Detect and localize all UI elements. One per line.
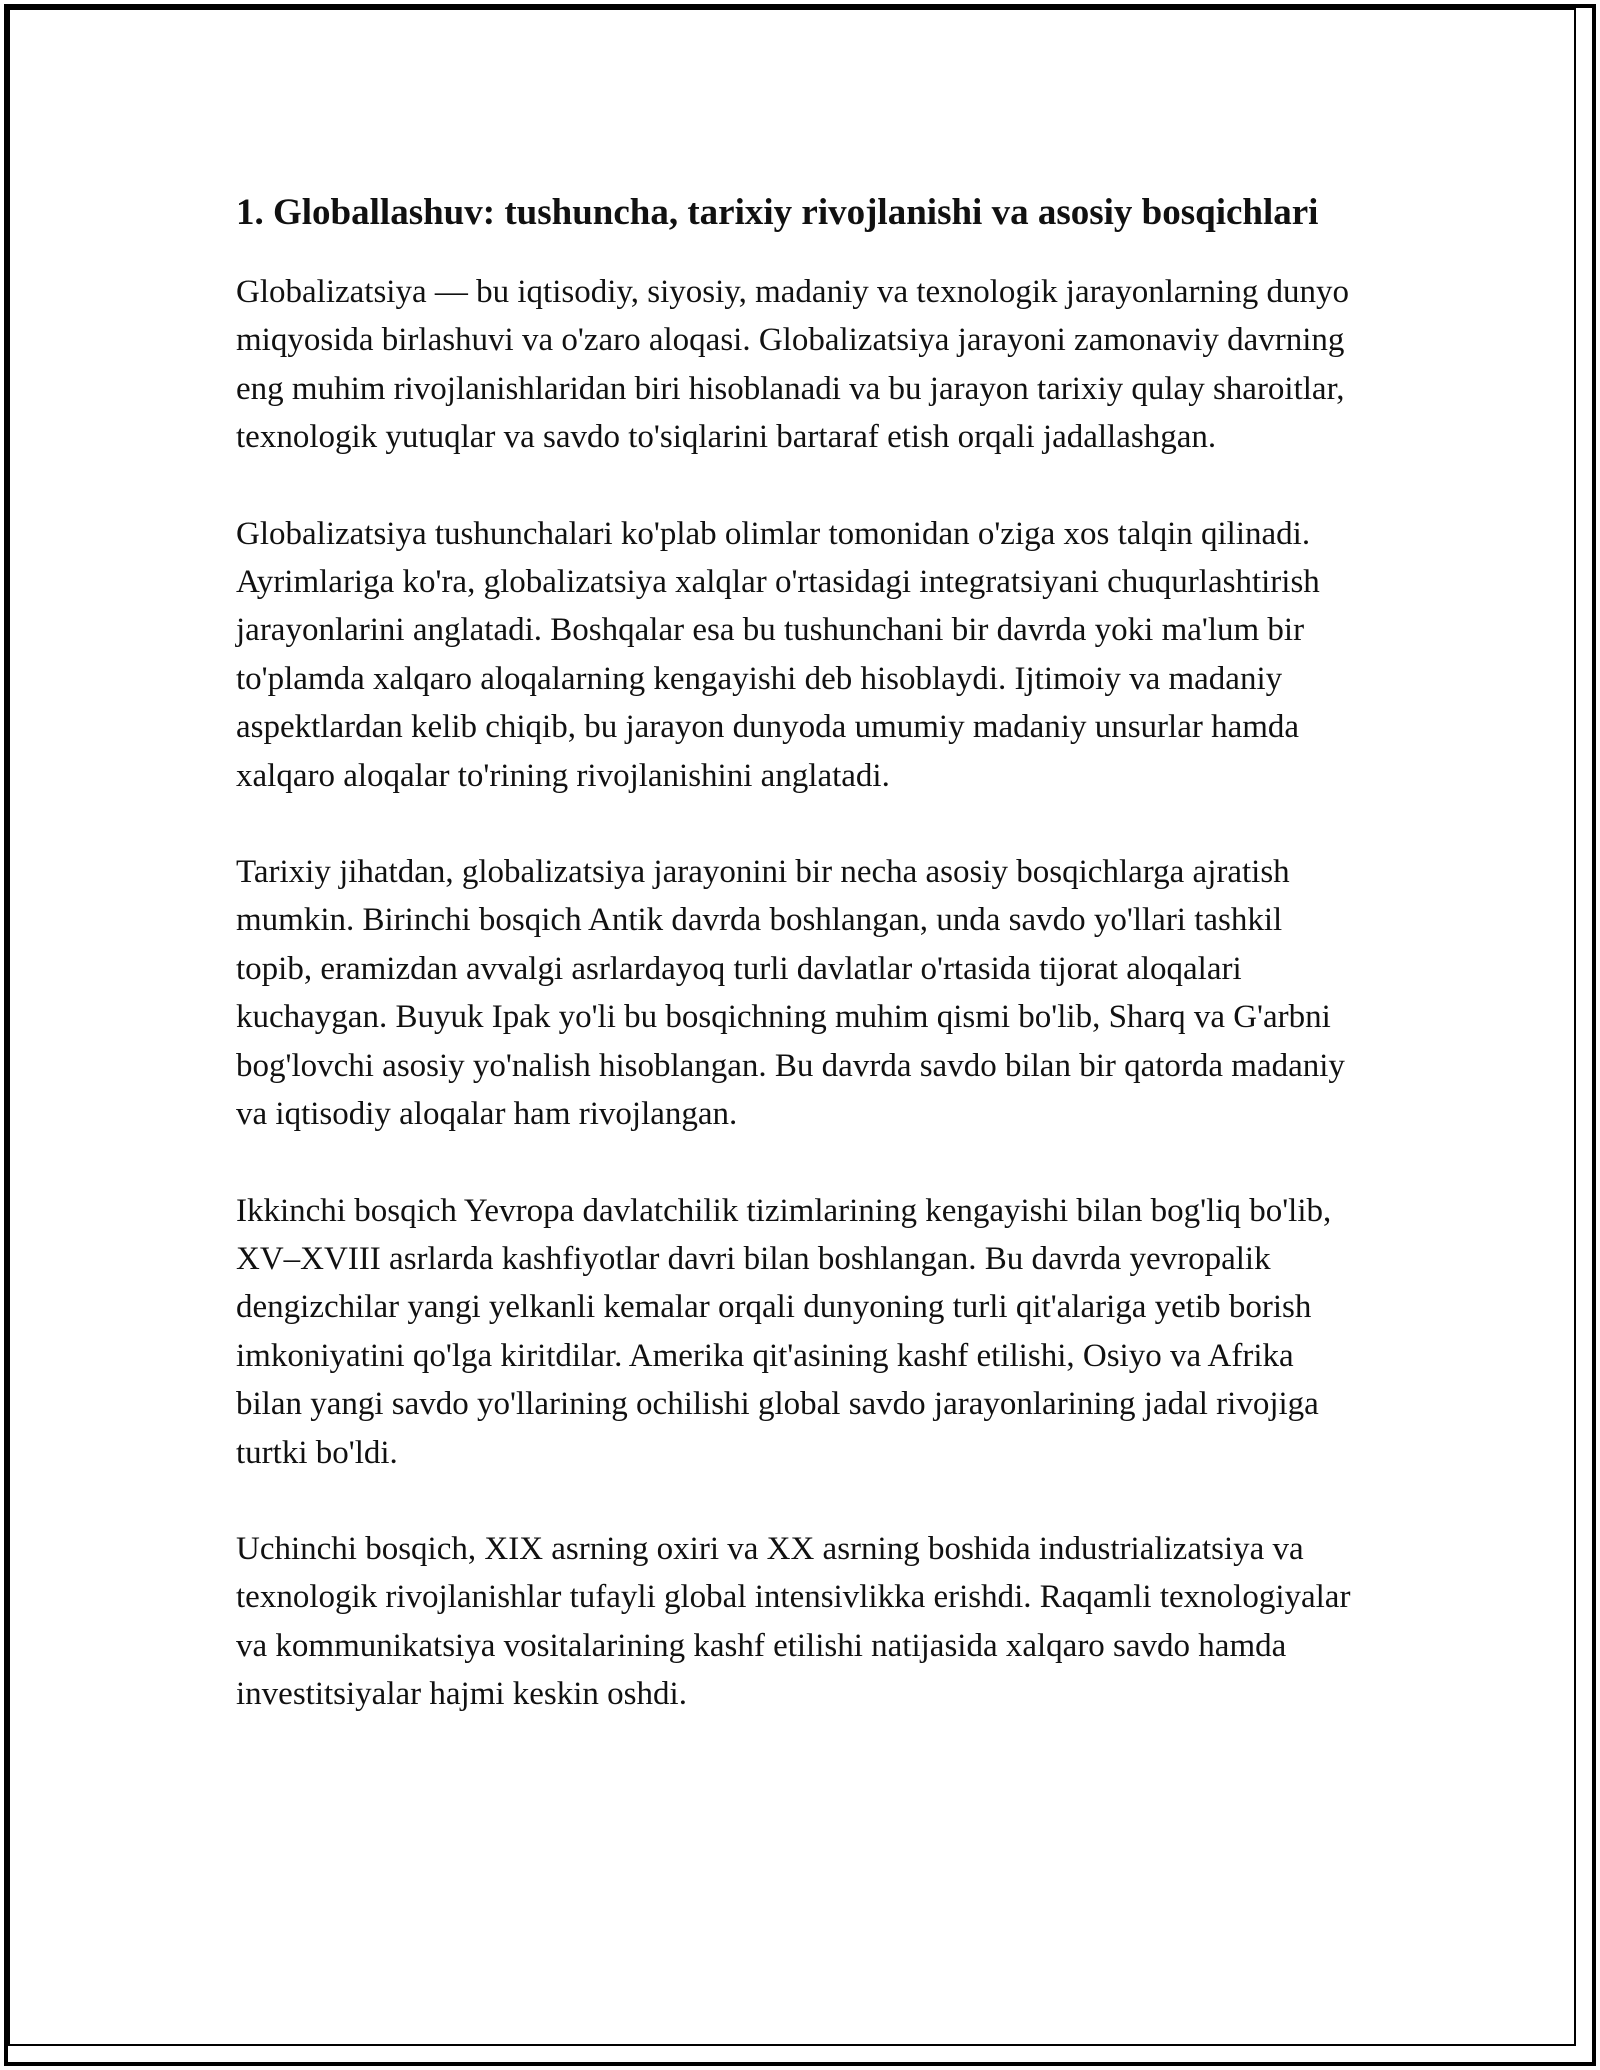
paragraph-definition: Globalizatsiya — bu iqtisodiy, siyosiy, madaniy va texnologik jarayonlarning dunyo miqyosida birlashuvi va o'zaro aloqasi. Globalizatsiya jarayoni zamonaviy davrning eng muhim rivojlanishlaridan biri hisoblanadi va bu jarayon tarixiy qulay sharoitlar, texnologik yutuqlar va savdo to'siqlarini bartaraf etish orqali jadallashgan. <box>236 274 1349 456</box>
paragraph-first-stage: Tarixiy jihatdan, globalizatsiya jarayonini bir necha asosiy bosqichlarga ajratish mumkin. Birinchi bosqich Antik davrda boshlangan, unda savdo yo'llari tashkil topib, eramizdan avvalgi asrlardayoq turli davlatlar o'rtasida tijorat aloqalari kuchaygan. Buyuk Ipak yo'li bu bosqichning muhim qismi bo'lib, Sharq va G'arbni bog'lovchi asosiy yo'nalish hisoblangan. Bu davrda savdo bilan bir qatorda madaniy va iqtisodiy aloqalar ham rivojlangan. <box>236 854 1345 1133</box>
document-body <box>236 186 1366 1767</box>
paragraph-interpretations: Globalizatsiya tushunchalari ko'plab olimlar tomonidan o'ziga xos talqin qilinadi. Ayrimlariga ko'ra, globalizatsiya xalqlar o'rtasidagi integratsiyani chuqurlashtirish jarayonlarini anglatadi. Boshqalar esa bu tushunchani bir davrda yoki ma'lum bir to'plamda xalqaro aloqalarning kengayishi deb hisoblaydi. Ijtimoiy va madaniy aspektlardan kelib chiqib, bu jarayon dunyoda umumiy madaniy unsurlar hamda xalqaro aloqalar to'rining rivojlanishini anglatadi. <box>236 515 1320 794</box>
paragraph-third-stage: Uchinchi bosqich, XIX asrning oxiri va XX asrning boshida industrializatsiya va texnologik rivojlanishlar tufayli global intensivlikka erishdi. Raqamli texnologiyalar va kommunikatsiya vositalarining kashf etilishi natijasida xalqaro savdo hamda investitsiyalar hajmi keskin oshdi. <box>236 1530 1351 1713</box>
paragraph-second-stage: Ikkinchi bosqich Yevropa davlatchilik tizimlarining kengayishi bilan bog'liq bo'lib, XV–XVIII asrlarda kashfiyotlar davri bilan boshlangan. Bu davrda yevropalik dengizchilar yangi yelkanli kemalar orqali dunyoning turli qit'alariga yetib borish imkoniyatini qo'lga kiritdilar. Amerika qit'asining kashf etilishi, Osiyo va Afrika bilan yangi savdo yo'llarining ochilishi global savdo jarayonlarining jadal rivojiga turtki bo'ldi. <box>236 1192 1332 1471</box>
section-heading: 1. Globallashuv: tushuncha, tarixiy rivojlanishi va asosiy bosqichlari <box>236 192 1319 233</box>
